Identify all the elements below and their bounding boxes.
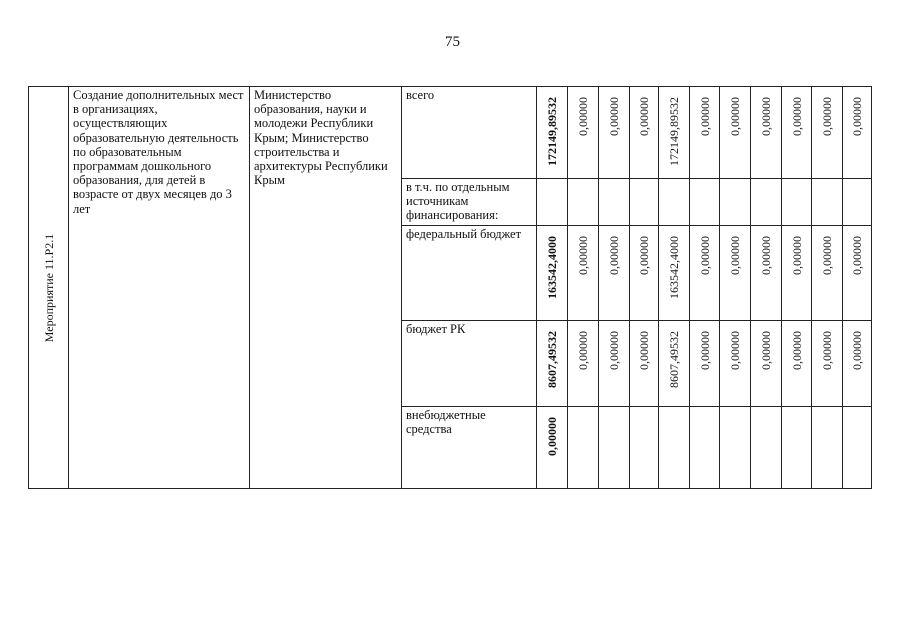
- value-cell: [782, 179, 812, 226]
- value-cell: [720, 226, 751, 321]
- value-cell: [751, 321, 782, 407]
- value-cell: [782, 226, 812, 321]
- value-text: 0,00000: [850, 331, 864, 370]
- value-text: 0,00000: [607, 331, 621, 370]
- value-text: 0,00000: [637, 97, 651, 136]
- value-cell: [659, 226, 690, 321]
- value-cell: [720, 87, 751, 179]
- value-text: 0,00000: [637, 331, 651, 370]
- value-text: 0,00000: [576, 236, 590, 275]
- value-cell: [599, 407, 630, 489]
- value-text: 0,00000: [607, 236, 621, 275]
- value-cell: [568, 87, 599, 179]
- value-cell: [630, 179, 659, 226]
- value-text: 0,00000: [820, 97, 834, 136]
- value-cell: [599, 179, 630, 226]
- value-text: 0,00000: [697, 331, 712, 370]
- value-cell: [537, 226, 568, 321]
- value-cell: [659, 87, 690, 179]
- value-cell: [782, 87, 812, 179]
- value-cell: [720, 407, 751, 489]
- funding-source-label: в т.ч. по отдельным источникам финансирования:: [402, 179, 537, 226]
- value-cell: [537, 407, 568, 489]
- value-cell: [568, 321, 599, 407]
- value-cell: [690, 179, 720, 226]
- value-text: 0,00000: [607, 97, 621, 136]
- value-cell: [720, 179, 751, 226]
- value-cell: [630, 407, 659, 489]
- value-cell: [690, 407, 720, 489]
- value-text: 0,00000: [759, 331, 773, 370]
- value-cell: [690, 87, 720, 179]
- value-cell: [537, 179, 568, 226]
- value-text: 163542,4000: [545, 236, 559, 299]
- funding-source-label: внебюджетные средства: [402, 407, 537, 489]
- table-row: [29, 87, 872, 179]
- value-text: 0,00000: [728, 97, 742, 136]
- value-text: 0,00000: [820, 236, 834, 275]
- value-cell: [812, 407, 843, 489]
- value-cell: [630, 226, 659, 321]
- value-text: 8607,49532: [545, 331, 559, 388]
- value-text: 0,00000: [637, 236, 651, 275]
- value-cell: [812, 321, 843, 407]
- value-text: 0,00000: [576, 97, 590, 136]
- value-cell: [630, 87, 659, 179]
- page-number: 75: [445, 34, 460, 50]
- value-cell: [843, 87, 872, 179]
- value-cell: [812, 87, 843, 179]
- financing-table: [28, 86, 872, 489]
- value-text: 0,00000: [850, 236, 864, 275]
- value-cell: [599, 321, 630, 407]
- value-cell: [568, 179, 599, 226]
- executor-cell: Министерство образования, науки и молодежи Республики Крым; Министерство строительства и архитектуры Республики Крым: [250, 87, 402, 489]
- value-cell: [659, 407, 690, 489]
- activity-code: Мероприятие 11.P2.1: [41, 233, 56, 342]
- value-cell: [751, 87, 782, 179]
- value-text: 0,00000: [789, 331, 804, 370]
- value-text: 0,00000: [789, 97, 804, 136]
- value-cell: [690, 321, 720, 407]
- value-cell: [720, 321, 751, 407]
- value-cell: [843, 407, 872, 489]
- value-cell: [843, 179, 872, 226]
- activity-code-cell: [29, 87, 69, 489]
- value-cell: [599, 226, 630, 321]
- value-text: 0,00000: [728, 236, 742, 275]
- value-text: 0,00000: [759, 236, 773, 275]
- value-text: 172149,89532: [667, 97, 681, 166]
- activity-description: Создание дополнительных мест в организациях, осуществляющих образовательную деятельность по образовательным программам дошкольного образования, для детей в возрасте от двух месяцев до 3 лет: [69, 87, 250, 489]
- value-cell: [568, 407, 599, 489]
- value-cell: [782, 407, 812, 489]
- value-cell: [568, 226, 599, 321]
- value-cell: [659, 321, 690, 407]
- value-cell: [630, 321, 659, 407]
- value-text: 0,00000: [759, 97, 773, 136]
- value-cell: [537, 87, 568, 179]
- funding-source-label: федеральный бюджет: [402, 226, 537, 321]
- value-text: 0,00000: [820, 331, 834, 370]
- funding-source-label: бюджет РК: [402, 321, 537, 407]
- value-cell: [690, 226, 720, 321]
- value-cell: [812, 179, 843, 226]
- value-cell: [659, 179, 690, 226]
- value-text: 0,00000: [697, 236, 712, 275]
- value-text: 0,00000: [728, 331, 742, 370]
- value-cell: [599, 87, 630, 179]
- value-text: 0,00000: [697, 97, 712, 136]
- value-text: 0,00000: [545, 417, 559, 456]
- value-cell: [751, 179, 782, 226]
- value-cell: [782, 321, 812, 407]
- value-cell: [812, 226, 843, 321]
- value-text: 0,00000: [576, 331, 590, 370]
- value-text: 163542,4000: [667, 236, 681, 299]
- funding-source-label: всего: [402, 87, 537, 179]
- value-cell: [843, 226, 872, 321]
- value-text: 8607,49532: [667, 331, 681, 388]
- value-cell: [843, 321, 872, 407]
- value-text: 0,00000: [850, 97, 864, 136]
- value-cell: [751, 226, 782, 321]
- value-text: 0,00000: [789, 236, 804, 275]
- value-cell: [537, 321, 568, 407]
- value-cell: [751, 407, 782, 489]
- value-text: 172149,89532: [545, 97, 559, 166]
